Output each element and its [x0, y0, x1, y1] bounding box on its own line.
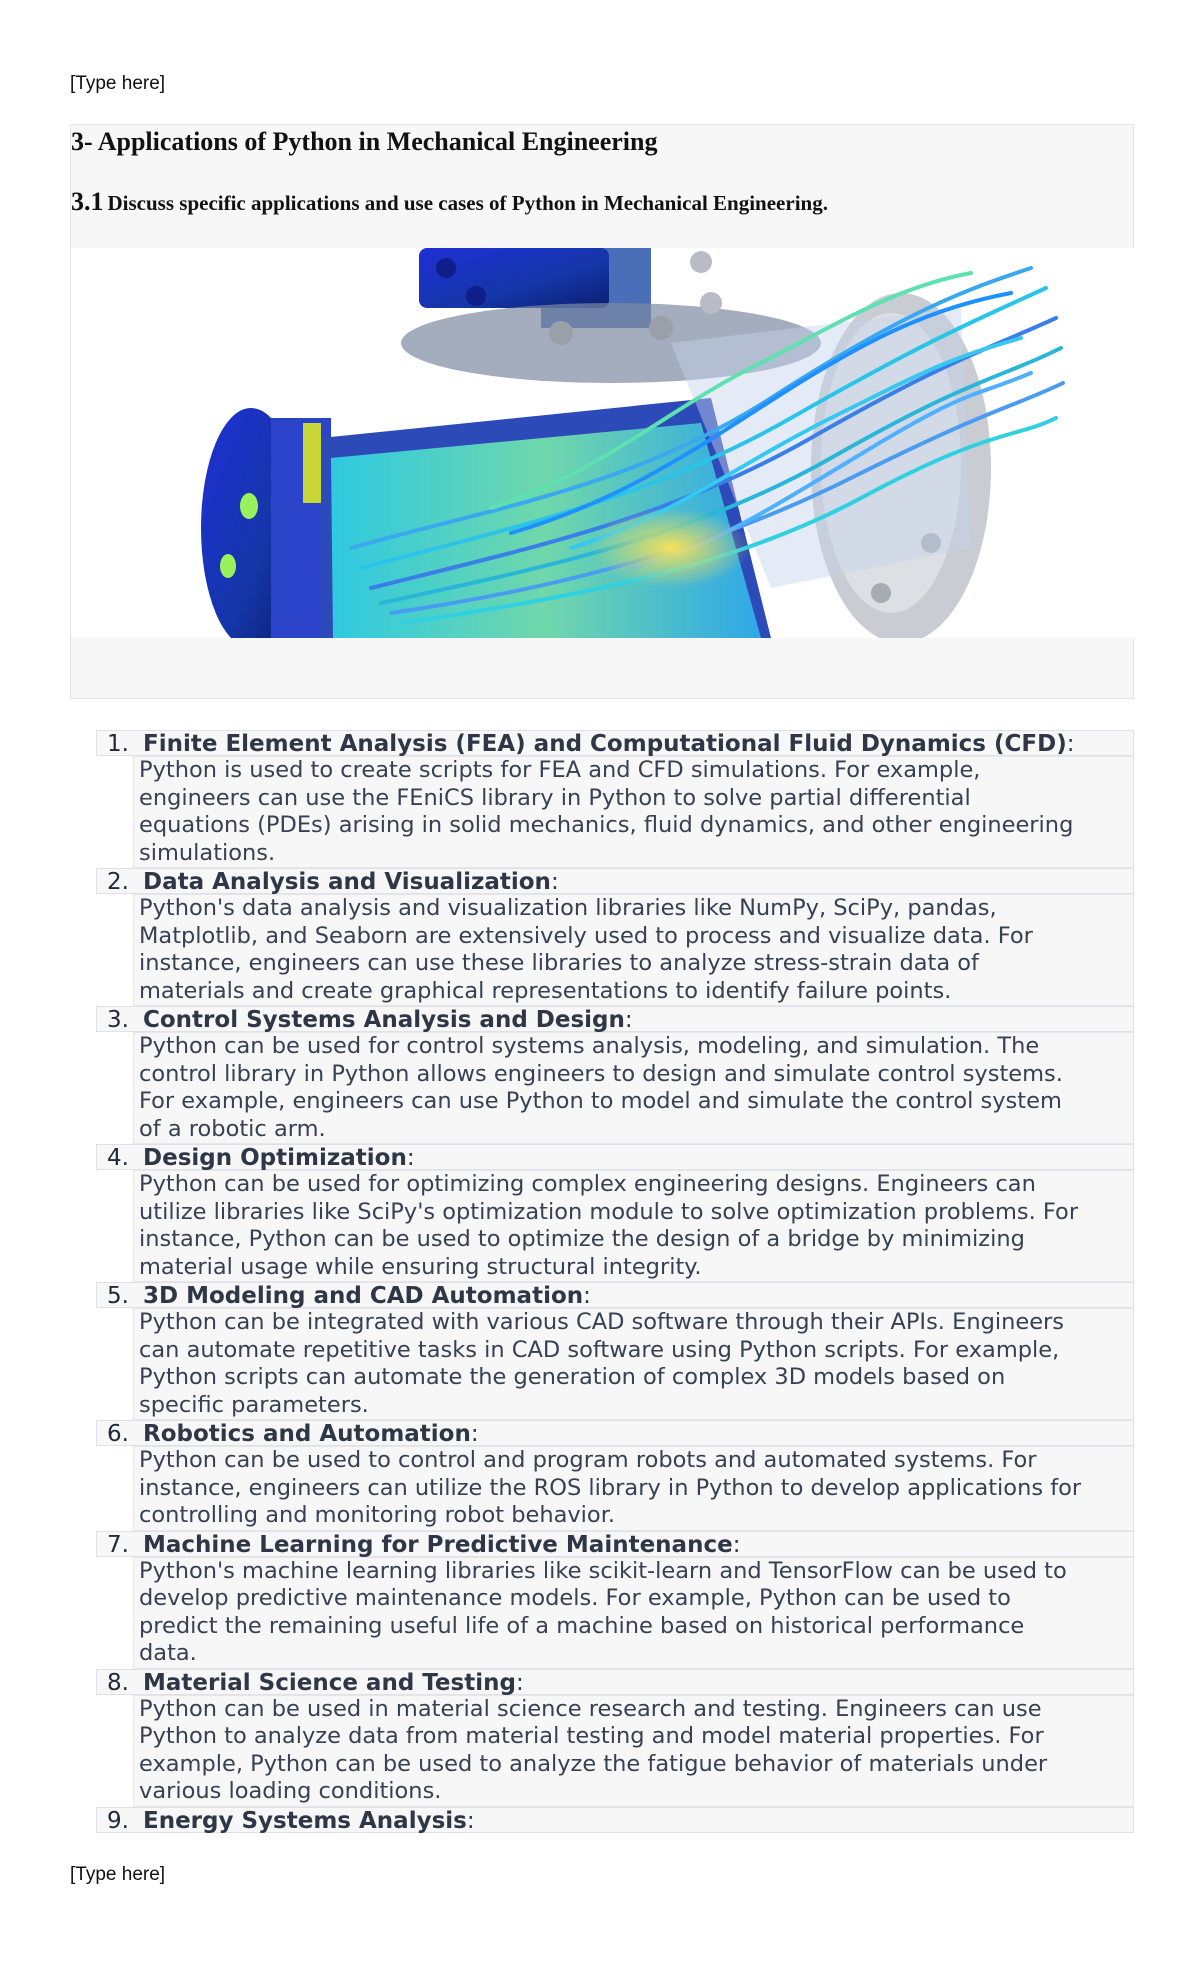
list-item-title-suffix: : — [550, 869, 559, 895]
list-item-title — [143, 1283, 591, 1309]
description-line: predict the remaining useful life of a machine based on historical performance — [139, 1612, 1025, 1639]
description-line: Python's machine learning libraries like scikit-learn and TensorFlow can be used to — [139, 1557, 1067, 1584]
description-line: Python to analyze data from material testing and model material properties. For — [139, 1723, 1044, 1749]
list-item-description — [133, 1557, 1134, 1669]
description-line: controlling and monitoring robot behavior. — [139, 1502, 616, 1528]
description-line: Python can be used for optimizing complex engineering designs. Engineers can — [139, 1171, 1036, 1197]
description-line: simulations. — [139, 839, 276, 866]
list-item-description — [133, 1032, 1134, 1144]
list-item-heading — [96, 868, 1134, 894]
list-item-title-suffix: : — [583, 1283, 591, 1309]
description-line: instance, engineers can use these libraries to analyze stress-strain data of — [139, 950, 979, 976]
list-item-title-text: Control Systems Analysis and Design — [143, 1007, 625, 1033]
section-header-block — [70, 124, 1134, 699]
list-item-heading — [96, 1006, 1134, 1032]
section-number: 3.1 — [71, 187, 104, 216]
section-title-text: Discuss specific applications and use cases of Python in Mechanical Engineering. — [107, 191, 828, 215]
list-item-title-suffix: : — [515, 1669, 524, 1696]
list-item-heading — [96, 1807, 1134, 1833]
list-item-description — [133, 1170, 1134, 1282]
list-item-heading — [96, 1282, 1134, 1308]
list-item-title-text: Energy Systems Analysis — [143, 1807, 467, 1834]
description-line: equations (PDEs) arising in solid mechanics, fluid dynamics, and other engineering — [139, 812, 1074, 838]
list-item-number: 9. — [107, 1807, 129, 1834]
description-line: example, Python can be used to analyze the fatigue behavior of materials under — [139, 1750, 1048, 1777]
list-item-title — [143, 1145, 415, 1171]
section-title — [71, 187, 828, 217]
description-line: Python scripts can automate the generation of complex 3D models based on — [139, 1364, 1006, 1390]
description-line: utilize libraries like SciPy's optimization module to solve optimization problems. For — [139, 1198, 1079, 1225]
description-line: For example, engineers can use Python to model and simulate the control system — [139, 1088, 1062, 1114]
description-line: specific parameters. — [139, 1391, 369, 1418]
list-item-title-suffix: : — [1066, 731, 1075, 757]
list-item-title-text: Material Science and Testing — [143, 1669, 516, 1696]
description-line: Python is used to create scripts for FEA and CFD simulations. For example, — [139, 757, 981, 783]
applications-list — [96, 730, 1134, 1833]
list-item-number: 8. — [107, 1669, 129, 1696]
description-line: can automate repetitive tasks in CAD software using Python scripts. For example, — [139, 1336, 1060, 1363]
list-item-heading — [96, 730, 1134, 756]
list-item-title — [143, 869, 559, 895]
description-line: Python's data analysis and visualization libraries like NumPy, SciPy, pandas, — [139, 895, 997, 921]
list-item-description — [133, 894, 1134, 1006]
list-item-number: 5. — [107, 1283, 129, 1309]
page-footer-placeholder: [Type here] — [70, 1864, 166, 1885]
list-item-title-suffix: : — [624, 1007, 633, 1033]
page-header-placeholder: [Type here] — [70, 73, 166, 94]
list-item-number: 3. — [107, 1007, 129, 1033]
list-item-heading — [96, 1669, 1134, 1695]
list-item-number: 2. — [107, 869, 129, 895]
list-item-title-text: 3D Modeling and CAD Automation — [143, 1283, 584, 1309]
list-item-number: 1. — [107, 731, 129, 757]
description-line: Python can be used in material science research and testing. Engineers can use — [139, 1695, 1042, 1722]
list-item-title-suffix: : — [466, 1807, 475, 1834]
list-item-number: 7. — [107, 1531, 129, 1558]
list-item-description — [133, 1695, 1134, 1807]
description-line: various loading conditions. — [139, 1778, 442, 1804]
list-item-title-suffix: : — [470, 1421, 479, 1447]
list-item-title — [143, 731, 1074, 757]
list-item-description — [133, 1308, 1134, 1420]
description-line: material usage while ensuring structural integrity. — [139, 1253, 702, 1280]
description-line: data. — [139, 1640, 197, 1666]
description-line: materials and create graphical representations to identify failure points. — [139, 977, 952, 1004]
description-line: instance, Python can be used to optimize the design of a bridge by minimizing — [139, 1226, 1025, 1252]
list-item-description — [133, 1446, 1134, 1531]
description-line: develop predictive maintenance models. For example, Python can be used to — [139, 1585, 1011, 1611]
description-line: control library in Python allows engineers to design and simulate control systems. — [139, 1060, 1063, 1087]
description-line: instance, engineers can utilize the ROS library in Python to develop applications for — [139, 1474, 1082, 1501]
list-item-heading — [96, 1531, 1134, 1557]
list-item-title-suffix: : — [732, 1531, 741, 1558]
list-item-description — [133, 756, 1134, 868]
cfd-pipe-flow-illustration — [71, 248, 1135, 638]
list-item-title-suffix: : — [406, 1145, 415, 1171]
list-item-title-text: Robotics and Automation — [143, 1421, 471, 1447]
description-line: Python can be integrated with various CAD software through their APIs. Engineers — [139, 1309, 1065, 1335]
list-item-title — [143, 1670, 524, 1696]
description-line: engineers can use the FEniCS library in Python to solve partial differential — [139, 784, 971, 811]
description-line: Matplotlib, and Seaborn are extensively used to process and visualize data. For — [139, 922, 1033, 949]
list-item-title — [143, 1421, 479, 1447]
list-item-heading — [96, 1420, 1134, 1446]
list-item-title — [143, 1007, 633, 1033]
list-item-number: 4. — [107, 1145, 129, 1171]
list-item-title-text: Machine Learning for Predictive Maintenance — [143, 1531, 733, 1558]
list-item-number: 6. — [107, 1421, 129, 1447]
list-item-title — [143, 1808, 475, 1834]
chapter-title: 3- Applications of Python in Mechanical Engineering — [71, 127, 658, 156]
list-item-title-text: Finite Element Analysis (FEA) and Computational Fluid Dynamics (CFD) — [143, 731, 1067, 757]
list-item-heading — [96, 1144, 1134, 1170]
description-line: Python can be used to control and program robots and automated systems. For — [139, 1447, 1037, 1473]
list-item-title-text: Data Analysis and Visualization — [143, 869, 551, 895]
description-line: of a robotic arm. — [139, 1115, 326, 1142]
description-line: Python can be used for control systems analysis, modeling, and simulation. The — [139, 1033, 1040, 1059]
list-item-title — [143, 1532, 740, 1558]
list-item-title-text: Design Optimization — [143, 1145, 407, 1171]
